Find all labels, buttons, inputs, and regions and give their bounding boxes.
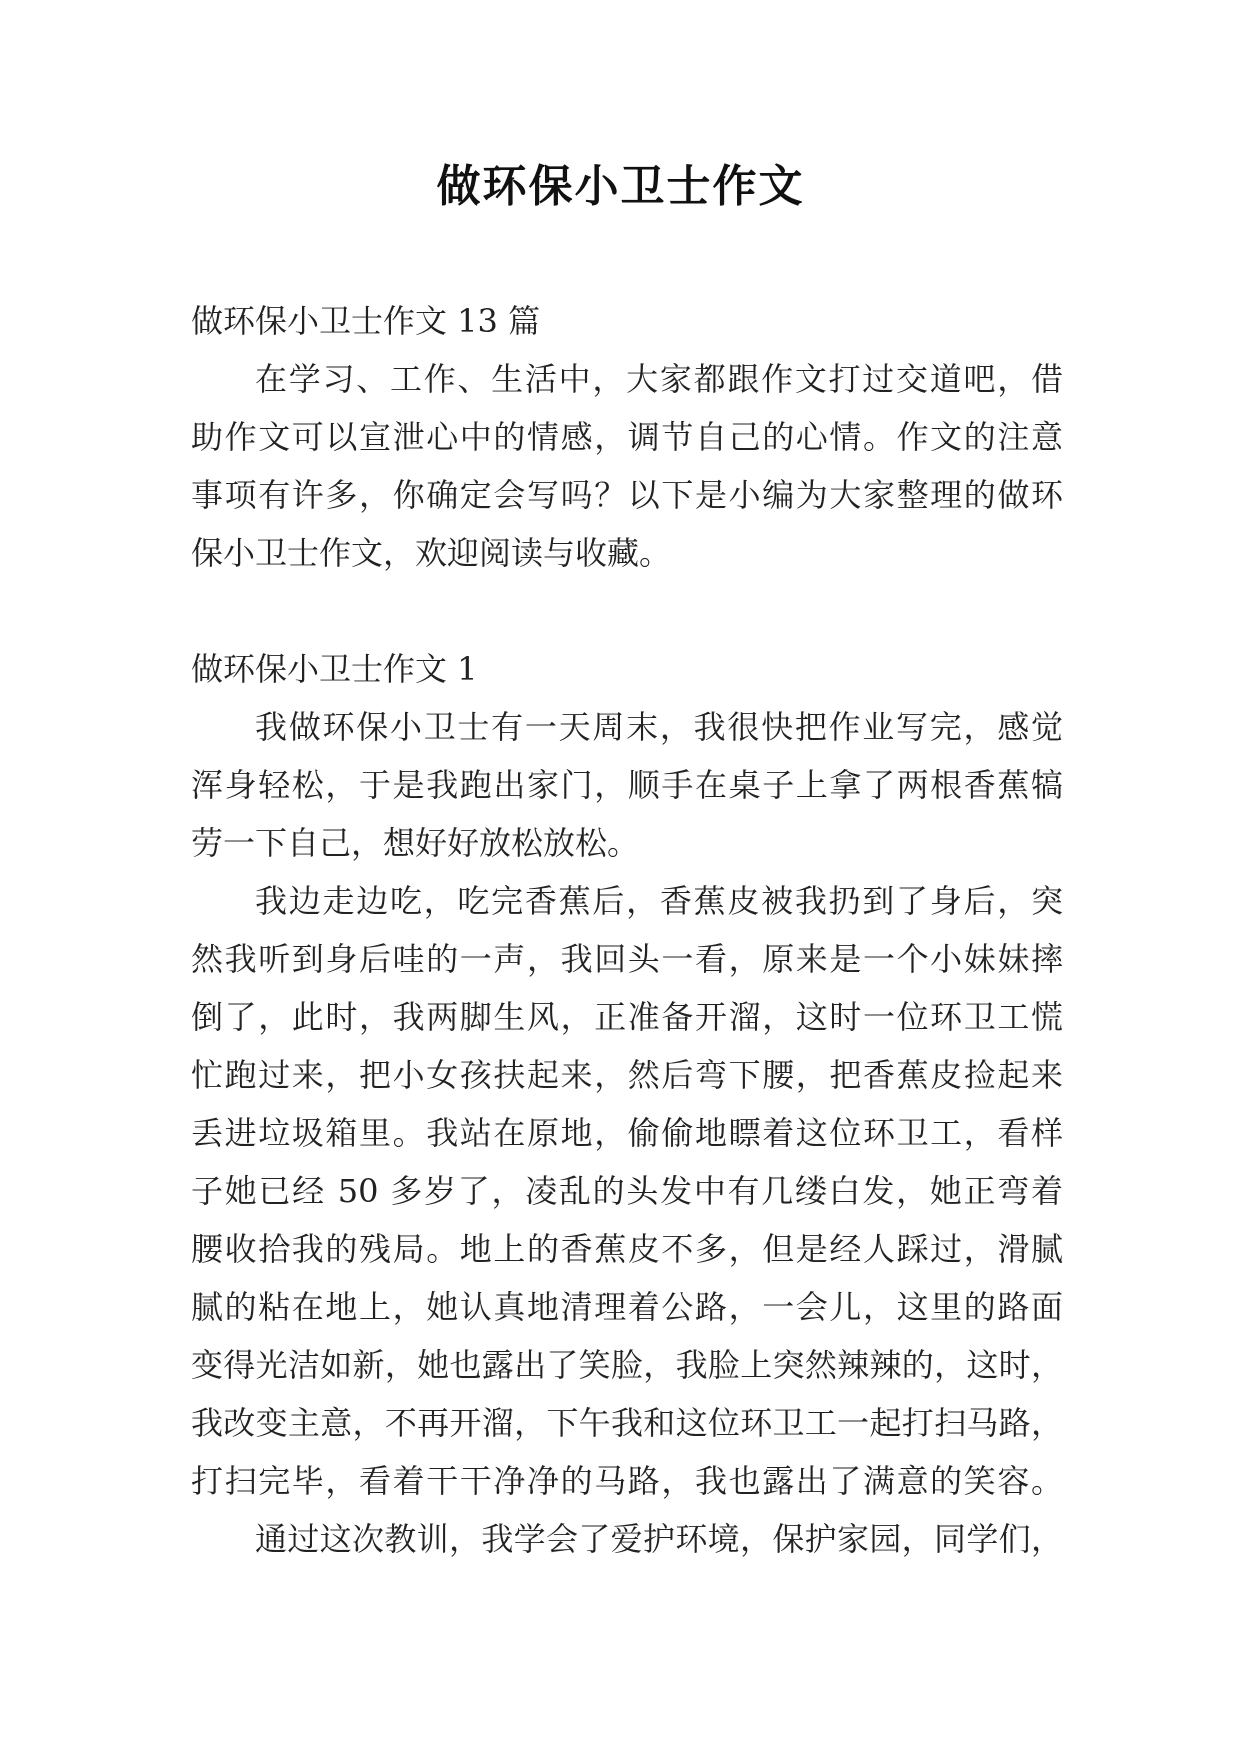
document-body bbox=[191, 292, 1063, 1568]
essay-line: 变得光洁如新，她也露出了笑脸，我脸上突然辣辣的，这时， bbox=[191, 1346, 1063, 1384]
intro-line: 助作文可以宣泄心中的情感，调节自己的心情。作文的注意 bbox=[191, 418, 1063, 456]
intro-line: 事项有许多，你确定会写吗？以下是小编为大家整理的做环 bbox=[191, 476, 1063, 514]
essay-heading: 做环保小卫士作文 1 bbox=[191, 650, 478, 688]
essay-line: 子她已经 50 多岁了，凌乱的头发中有几缕白发，她正弯着 bbox=[191, 1172, 1063, 1210]
essay-line: 我改变主意，不再开溜，下午我和这位环卫工一起打扫马路， bbox=[191, 1404, 1063, 1442]
document-title: 做环保小卫士作文 bbox=[436, 161, 805, 212]
essay-line: 腻的粘在地上，她认真地清理着公路，一会儿，这里的路面 bbox=[191, 1288, 1063, 1326]
essay-line: 通过这次教训，我学会了爱护环境，保护家园，同学们， bbox=[255, 1520, 1063, 1558]
essay-line: 我边走边吃，吃完香蕉后，香蕉皮被我扔到了身后，突 bbox=[255, 882, 1063, 920]
essay-line: 腰收拾我的残局。地上的香蕉皮不多，但是经人踩过，滑腻 bbox=[191, 1230, 1063, 1268]
essay-line: 打扫完毕，看着干干净净的马路，我也露出了满意的笑容。 bbox=[191, 1462, 1063, 1500]
essay-line: 倒了，此时，我两脚生风，正准备开溜，这时一位环卫工慌 bbox=[191, 998, 1063, 1036]
intro-line: 在学习、工作、生活中，大家都跟作文打过交道吧，借 bbox=[255, 360, 1063, 398]
essay-line: 然我听到身后哇的一声，我回头一看，原来是一个小妹妹摔 bbox=[191, 940, 1063, 978]
essay-line: 忙跑过来，把小女孩扶起来，然后弯下腰，把香蕉皮捡起来 bbox=[191, 1056, 1063, 1094]
essay-line: 丢进垃圾箱里。我站在原地，偷偷地瞟着这位环卫工，看样 bbox=[191, 1114, 1063, 1152]
essay-line: 我做环保小卫士有一天周末，我很快把作业写完，感觉 bbox=[255, 708, 1063, 746]
essay-line: 劳一下自己，想好好放松放松。 bbox=[191, 824, 640, 862]
intro-line: 保小卫士作文，欢迎阅读与收藏。 bbox=[191, 534, 672, 572]
intro-heading: 做环保小卫士作文 13 篇 bbox=[191, 302, 541, 340]
essay-line: 浑身轻松，于是我跑出家门，顺手在桌子上拿了两根香蕉犒 bbox=[191, 766, 1063, 804]
section-gap bbox=[191, 582, 1063, 640]
